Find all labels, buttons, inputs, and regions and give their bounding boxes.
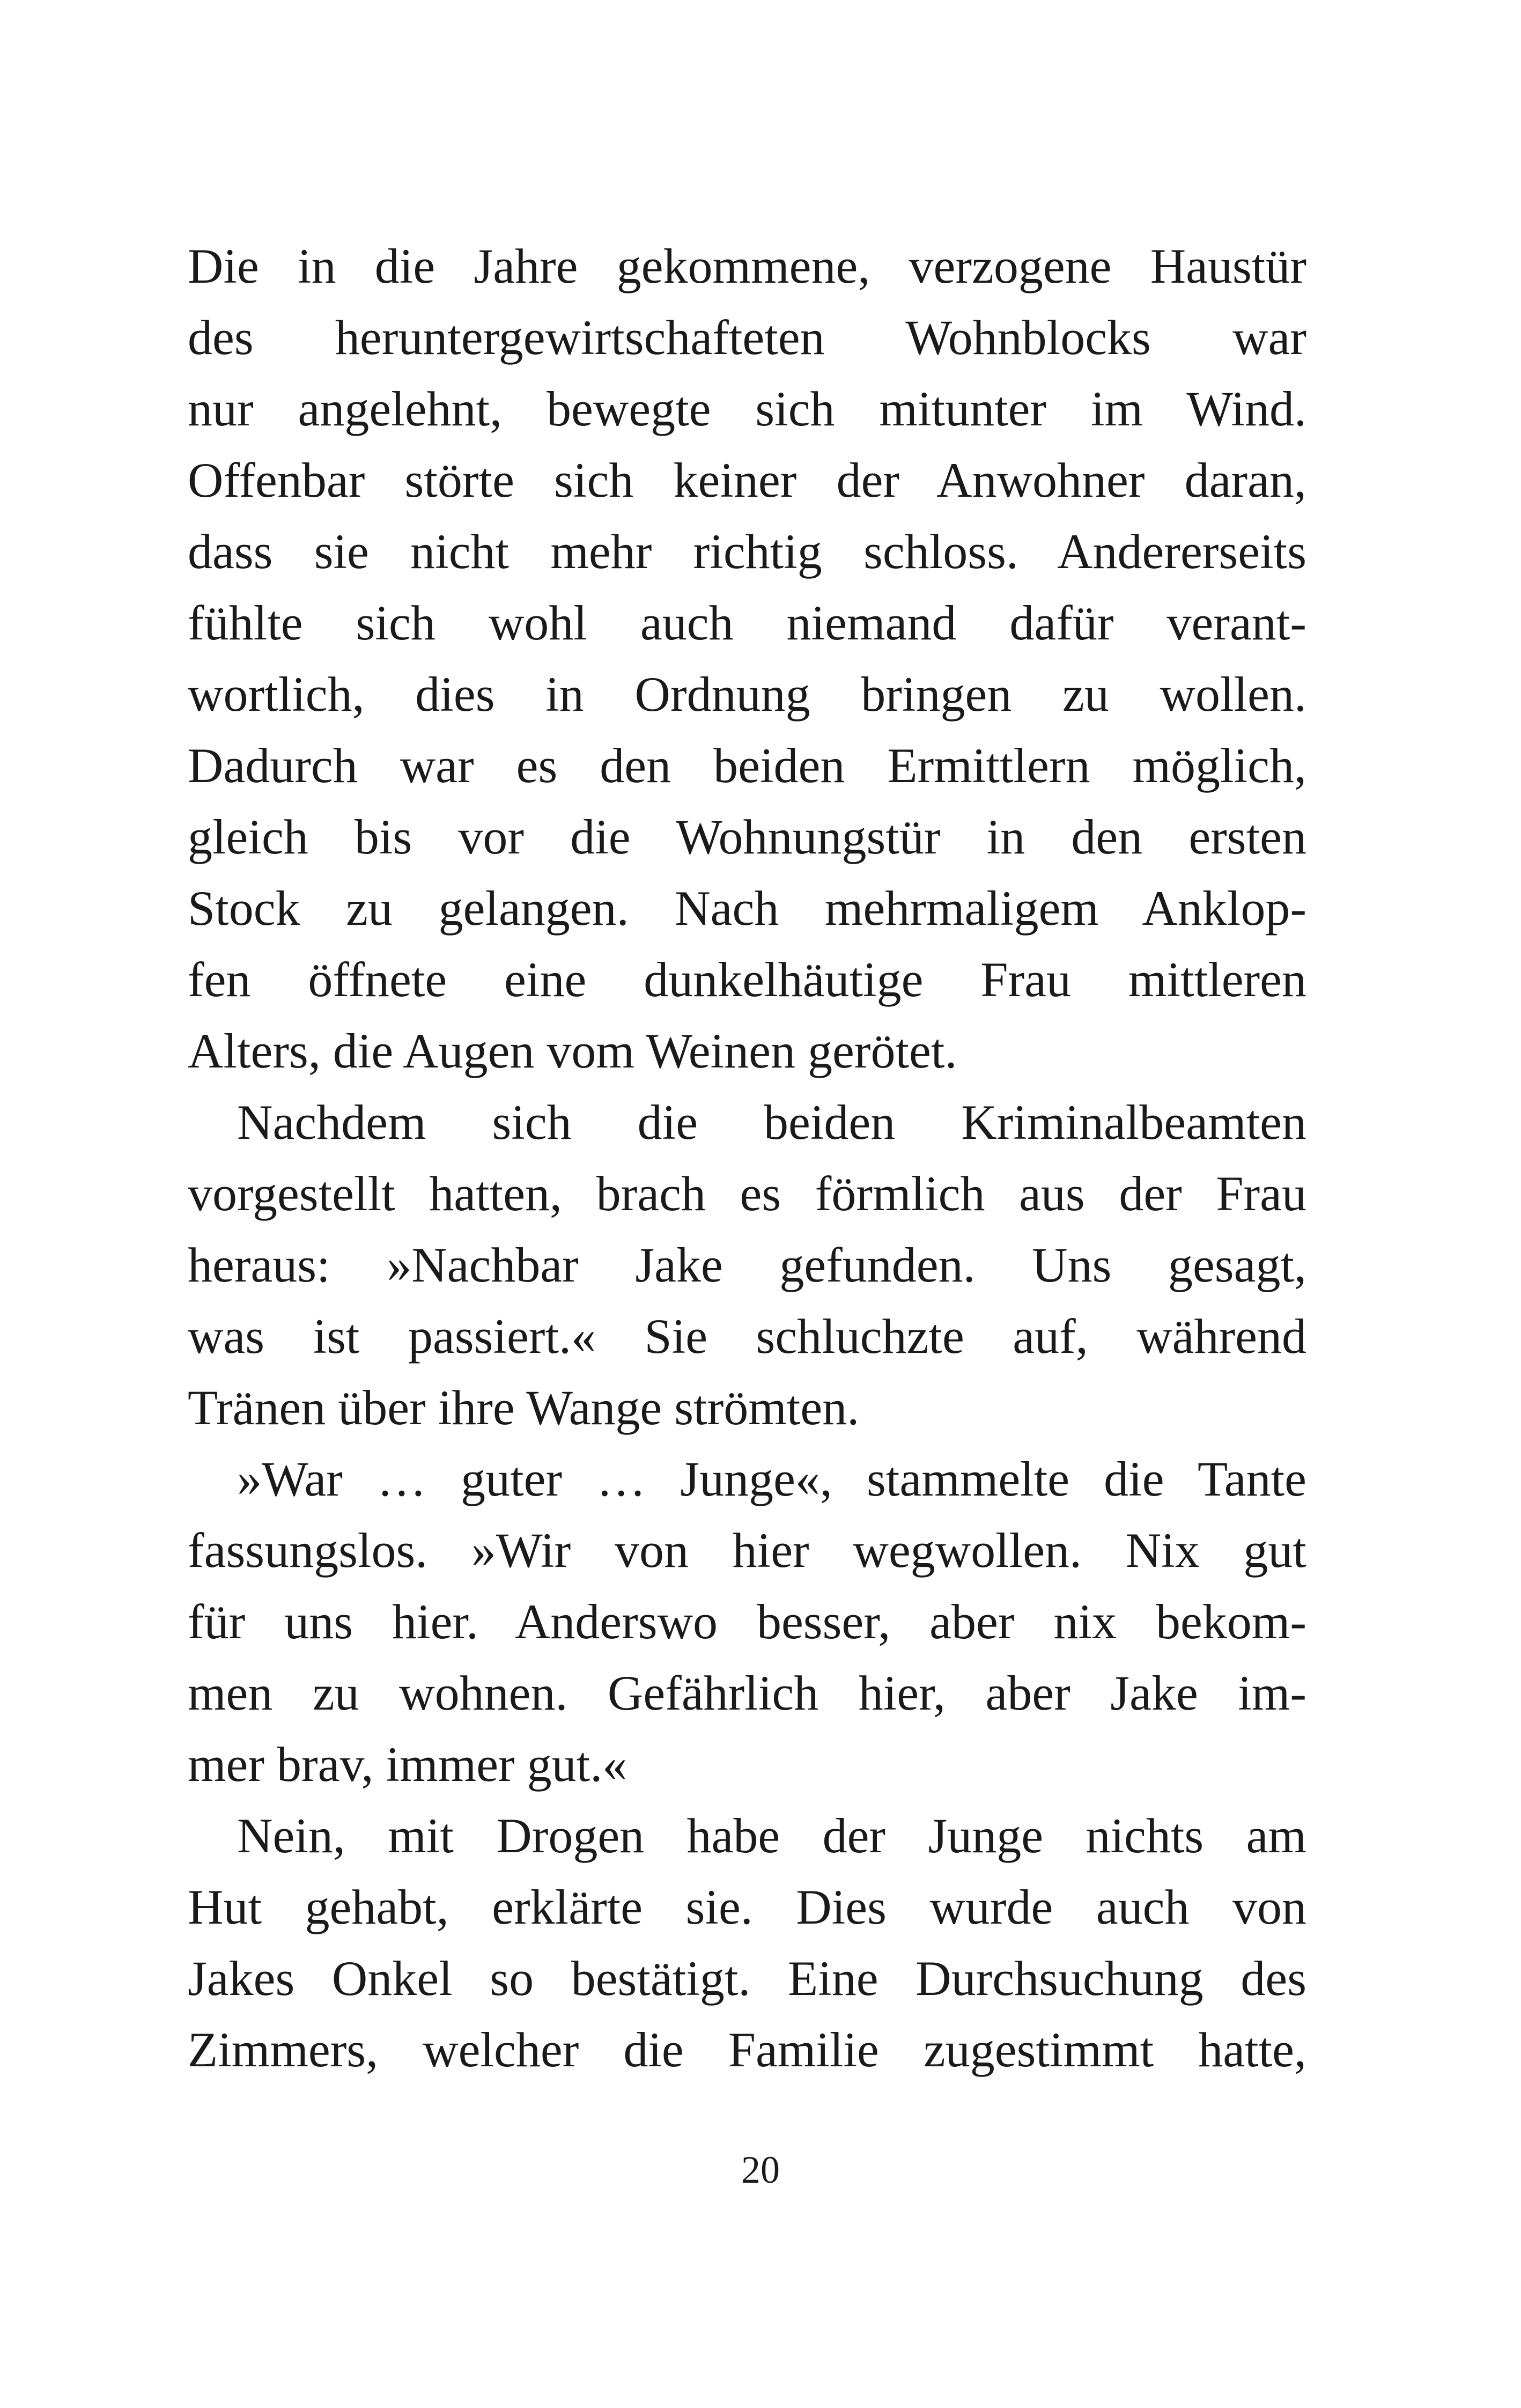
- text-line: Tränen über ihre Wange strömten.: [188, 1380, 860, 1435]
- text-line: des heruntergewirtschafteten Wohnblocks war: [188, 310, 1306, 365]
- text-line: Zimmers, welcher die Familie zugestimmt hatte,: [188, 2022, 1306, 2077]
- text-line: Die in die Jahre gekommene, verzogene Haustür: [188, 239, 1306, 293]
- text-line: fühlte sich wohl auch niemand dafür verant-: [188, 595, 1306, 650]
- paragraph-2: [188, 1087, 1306, 1444]
- text-line: Hut gehabt, erklärte sie. Dies wurde auch von: [188, 1880, 1306, 1934]
- text-line: vorgestellt hatten, brach es förmlich aus der Frau: [188, 1166, 1306, 1221]
- text-line: heraus: »Nachbar Jake gefunden. Uns gesagt,: [188, 1238, 1306, 1292]
- text-line: men zu wohnen. Gefährlich hier, aber Jake im-: [188, 1666, 1306, 1720]
- text-line: fen öffnete eine dunkelhäutige Frau mittleren: [188, 952, 1306, 1007]
- page-number: 20: [741, 2148, 780, 2191]
- text-line: Jakes Onkel so bestätigt. Eine Durchsuchung des: [188, 1951, 1306, 2006]
- text-line: nur angelehnt, bewegte sich mitunter im Wind.: [188, 381, 1306, 436]
- text-line: Nein, mit Drogen habe der Junge nichts am: [237, 1808, 1306, 1863]
- paragraph-1: [188, 231, 1306, 1087]
- text-line: was ist passiert.« Sie schluchzte auf, während: [188, 1309, 1306, 1364]
- text-line: fassungslos. »Wir von hier wegwollen. Nix gut: [188, 1523, 1306, 1578]
- text-line: Dadurch war es den beiden Ermittlern möglich,: [188, 738, 1306, 793]
- text-line: Alters, die Augen vom Weinen gerötet.: [188, 1023, 957, 1078]
- text-line: für uns hier. Anderswo besser, aber nix bekom-: [188, 1594, 1306, 1649]
- text-line: gleich bis vor die Wohnungstür in den ersten: [188, 809, 1306, 864]
- text-line: Nachdem sich die beiden Kriminalbeamten: [237, 1095, 1306, 1150]
- text-line: »War … guter … Junge«, stammelte die Tante: [237, 1452, 1306, 1506]
- body-text: [188, 231, 1306, 2086]
- paragraph-4: [188, 1800, 1306, 2086]
- text-line: Offenbar störte sich keiner der Anwohner daran,: [188, 453, 1306, 507]
- text-line: wortlich, dies in Ordnung bringen zu wollen.: [188, 667, 1306, 721]
- text-line: Stock zu gelangen. Nach mehrmaligem Anklop-: [188, 881, 1306, 936]
- text-line: dass sie nicht mehr richtig schloss. Andererseits: [188, 524, 1306, 579]
- text-line: mer brav, immer gut.«: [188, 1737, 627, 1792]
- paragraph-3: [188, 1444, 1306, 1800]
